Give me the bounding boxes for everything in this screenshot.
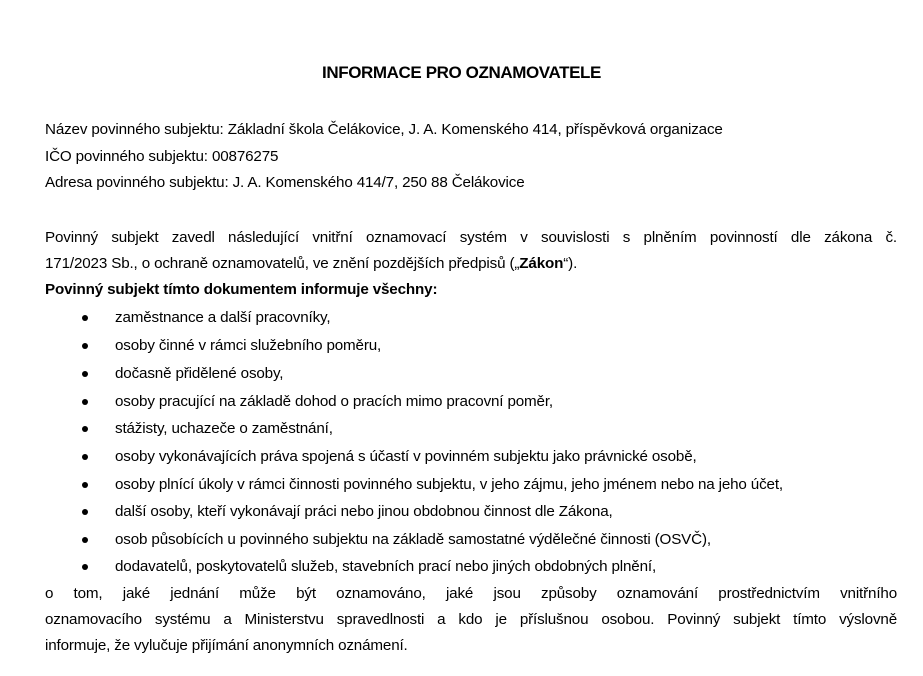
closing-line-1: o tom, jaké jednání může být oznamováno, jaké jsou způsoby oznamování prostřednictvím vnitřního <box>45 585 897 602</box>
subject-name-line: Název povinného subjektu: Základní škola Čelákovice, J. A. Komenského 414, příspěvková organizace <box>45 121 723 138</box>
bullet-icon <box>82 482 88 488</box>
closing-line-3: informuje, že vylučuje přijímání anonymních oznámení. <box>45 637 408 654</box>
bullet-icon <box>82 315 88 321</box>
bullet-icon <box>82 509 88 515</box>
list-item-text: dodavatelů, poskytovatelů služeb, stavebních prací nebo jiných obdobných plnění, <box>115 558 657 575</box>
document-title: INFORMACE PRO OZNAMOVATELE <box>322 63 601 82</box>
intro-text-before: 171/2023 Sb., o ochraně oznamovatelů, ve znění pozdějších předpisů („ <box>45 255 520 272</box>
bullet-icon <box>82 399 88 405</box>
bold-heading: Povinný subjekt tímto dokumentem informuje všechny: <box>45 281 438 298</box>
bullet-icon <box>82 426 88 432</box>
closing-line-2: oznamovacího systému a Ministerstvu spravedlnosti a kdo je příslušnou osobou. Povinný subjekt tímto výslovně <box>45 611 897 628</box>
list-item-text: zaměstnance a další pracovníky, <box>115 309 331 326</box>
subject-ico-line: IČO povinného subjektu: 00876275 <box>45 148 279 165</box>
list-item <box>0 502 923 522</box>
intro-line-1: Povinný subjekt zavedl následující vnitřní oznamovací systém v souvislosti s plněním povinností dle zákona č. <box>45 229 897 246</box>
intro-line-2 <box>45 254 577 274</box>
list-item-text: stážisty, uchazeče o zaměstnání, <box>115 420 333 437</box>
intro-defined-term: Zákon <box>519 255 564 272</box>
intro-text-after: “). <box>563 255 578 272</box>
list-item-text: osoby plnící úkoly v rámci činnosti povinného subjektu, v jeho zájmu, jeho jménem nebo na jeho účet, <box>115 476 783 493</box>
list-item <box>0 475 923 495</box>
list-item <box>0 530 923 550</box>
list-item <box>0 364 923 384</box>
list-item-text: osob působících u povinného subjektu na základě samostatné výdělečné činnosti (OSVČ), <box>115 531 711 548</box>
bullet-icon <box>82 537 88 543</box>
list-item-text: osoby činné v rámci služebního poměru, <box>115 337 382 354</box>
list-item <box>0 447 923 467</box>
bullet-icon <box>82 564 88 570</box>
list-item-text: další osoby, kteří vykonávají práci nebo jinou obdobnou činnost dle Zákona, <box>115 503 613 520</box>
list-item <box>0 392 923 412</box>
bullet-icon <box>82 371 88 377</box>
list-item <box>0 336 923 356</box>
subject-address-line: Adresa povinného subjektu: J. A. Komenského 414/7, 250 88 Čelákovice <box>45 174 525 191</box>
list-item-text: osoby vykonávajících práva spojená s účastí v povinném subjektu jako právnické osobě, <box>115 448 697 465</box>
list-item <box>0 419 923 439</box>
bullet-icon <box>82 454 88 460</box>
list-item-text: dočasně přidělené osoby, <box>115 365 284 382</box>
list-item <box>0 557 923 577</box>
bullet-icon <box>82 343 88 349</box>
list-item <box>0 308 923 328</box>
list-item-text: osoby pracující na základě dohod o pracích mimo pracovní poměr, <box>115 393 553 410</box>
